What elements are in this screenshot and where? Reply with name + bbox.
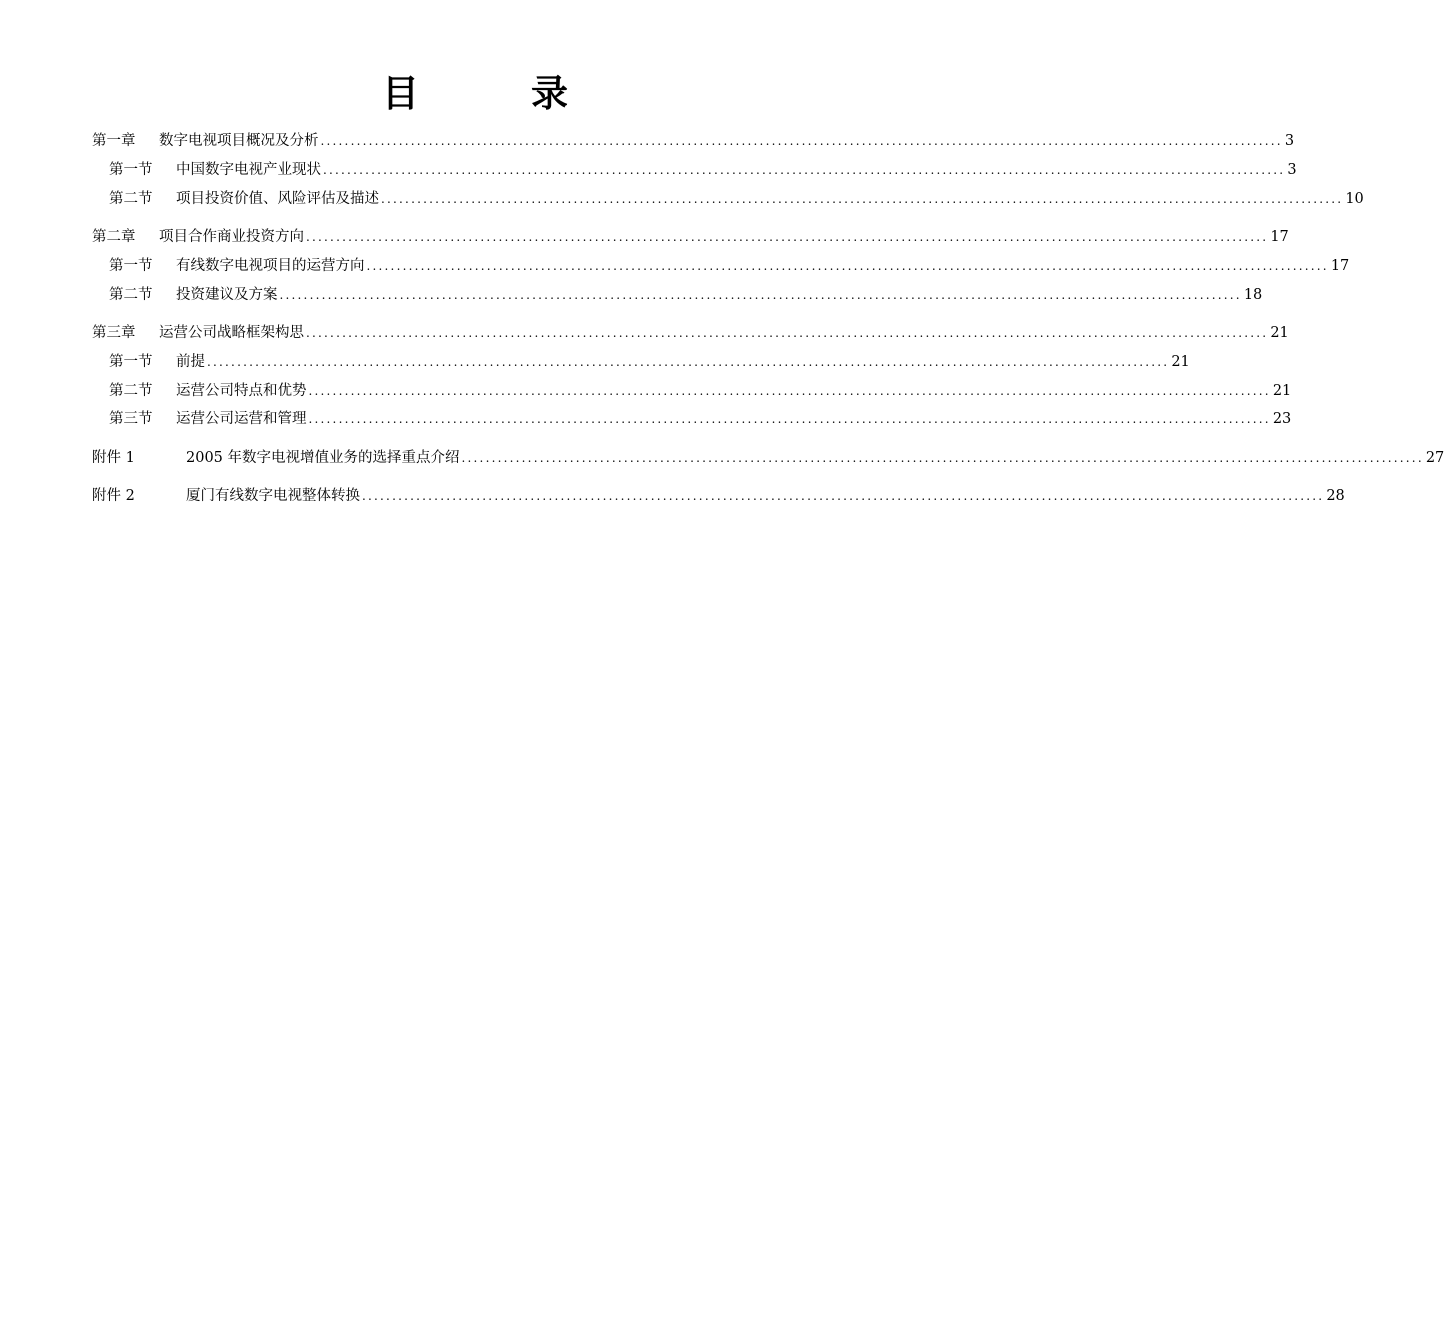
toc-entry-appendix-2[interactable] [92, 485, 1345, 507]
toc-entry-section-3-2[interactable] [109, 380, 1292, 402]
toc-dot-leader: ................................................................................................................................................................ [207, 355, 1170, 369]
toc-entry-page: 27 [1425, 450, 1444, 466]
toc-entry-section-1-1[interactable] [109, 159, 1297, 181]
toc-entry-chapter-3[interactable] [92, 322, 1289, 344]
page-title-part2: 录 [531, 72, 568, 115]
toc-entry-title: 项目投资价值、风险评估及描述 [176, 191, 379, 207]
toc-entry-page: 21 [1272, 383, 1292, 399]
page-title [0, 68, 950, 120]
toc-entry-label: 第三章 [92, 325, 136, 341]
toc-entry-title: 运营公司战略框架构思 [159, 325, 304, 341]
toc-dot-leader: ................................................................................................................................................................ [306, 230, 1269, 244]
toc-dot-leader: ................................................................................................................................................................ [381, 192, 1344, 206]
toc-entry-label: 第二节 [109, 383, 153, 399]
toc-entry-label: 第三节 [109, 411, 153, 427]
toc-entry-title: 有线数字电视项目的运营方向 [176, 258, 365, 274]
toc-entry-title: 数字电视项目概况及分析 [159, 133, 319, 149]
toc-entry-page: 10 [1345, 191, 1364, 207]
toc-entry-label: 第一节 [109, 258, 153, 274]
toc-entry-title: 2005 年数字电视增值业务的选择重点介绍 [186, 450, 460, 466]
toc-entry-label: 第二章 [92, 229, 136, 245]
toc-entry-section-3-1[interactable] [109, 351, 1190, 373]
toc-entry-page: 23 [1272, 411, 1292, 427]
toc-entry-title: 厦门有线数字电视整体转换 [186, 488, 360, 504]
toc-entry-label: 附件 2 [92, 488, 135, 504]
toc-entry-label: 第二节 [109, 191, 153, 207]
toc-entry-page: 3 [1284, 133, 1295, 149]
toc-dot-leader: ................................................................................................................................................................ [362, 489, 1325, 503]
toc-dot-leader: ................................................................................................................................................................ [323, 163, 1286, 177]
toc-entry-page: 3 [1287, 162, 1297, 178]
toc-entry-page: 17 [1270, 229, 1289, 245]
toc-entry-page: 28 [1326, 488, 1345, 504]
toc-dot-leader: ................................................................................................................................................................ [279, 288, 1242, 302]
toc-dot-leader: ................................................................................................................................................................ [308, 412, 1271, 426]
toc-entry-label: 第二节 [109, 287, 153, 303]
toc-dot-leader: ................................................................................................................................................................ [308, 384, 1271, 398]
toc-entry-title: 前提 [176, 354, 205, 370]
toc-entry-label: 第一节 [109, 354, 153, 370]
toc-entry-page: 21 [1270, 325, 1289, 341]
toc-entry-chapter-1[interactable] [92, 130, 1295, 152]
toc-entry-title: 项目合作商业投资方向 [159, 229, 304, 245]
toc-entry-title: 运营公司运营和管理 [176, 411, 307, 427]
toc-entry-label: 第一章 [92, 133, 136, 149]
toc-entry-page: 21 [1171, 354, 1190, 370]
toc-entry-label: 附件 1 [92, 450, 135, 466]
toc-entry-title: 中国数字电视产业现状 [176, 162, 321, 178]
toc-entry-appendix-1[interactable] [92, 447, 1444, 469]
toc-entry-label: 第一节 [109, 162, 153, 178]
toc-entry-page: 17 [1330, 258, 1350, 274]
toc-entry-section-3-3[interactable] [109, 408, 1292, 430]
toc-dot-leader: ................................................................................................................................................................ [366, 259, 1329, 273]
toc-entry-page: 18 [1243, 287, 1263, 303]
toc-entry-title: 投资建议及方案 [176, 287, 278, 303]
toc-entry-title: 运营公司特点和优势 [176, 383, 307, 399]
toc-entry-section-2-1[interactable] [109, 255, 1350, 277]
toc-entry-section-1-2[interactable] [109, 188, 1364, 210]
toc-entry-chapter-2[interactable] [92, 226, 1289, 248]
page-title-part1: 目 [382, 72, 419, 115]
toc-dot-leader: ................................................................................................................................................................ [461, 451, 1424, 465]
toc-entry-section-2-2[interactable] [109, 284, 1263, 306]
toc-dot-leader: ................................................................................................................................................................ [320, 134, 1283, 148]
toc-dot-leader: ................................................................................................................................................................ [306, 326, 1269, 340]
